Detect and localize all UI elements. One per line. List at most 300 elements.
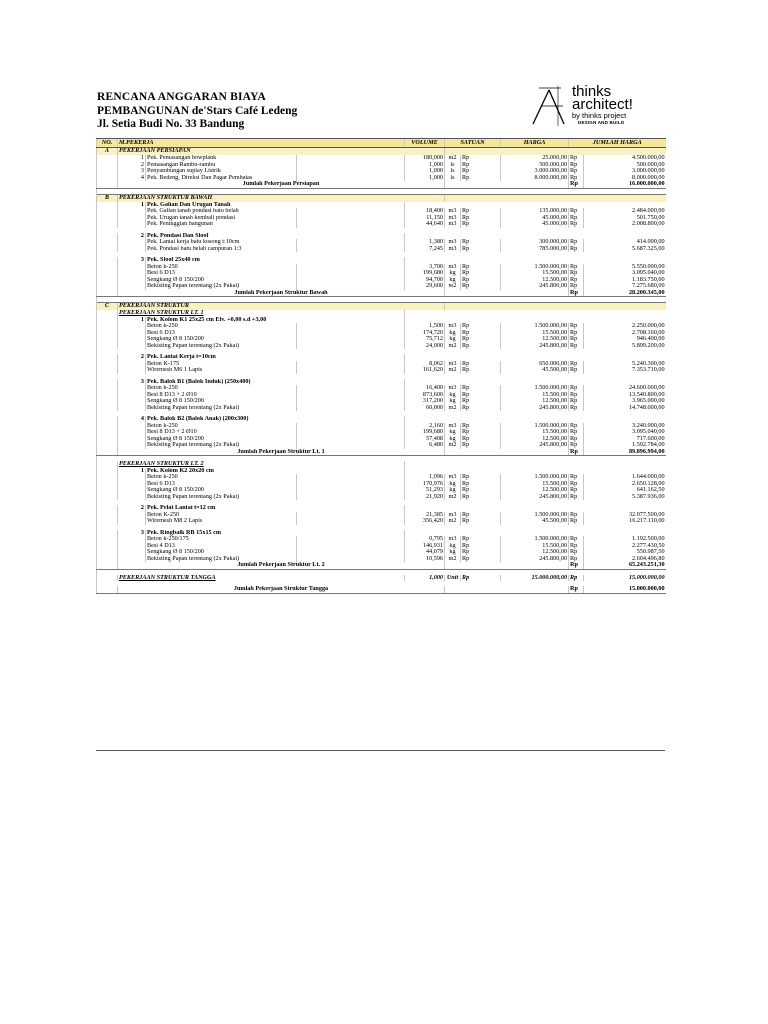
section-title: PEKERJAAN STRUKTUR BAWAH	[118, 194, 445, 202]
currency-cell: Rp	[569, 586, 584, 593]
volume-cell: 1,000	[405, 162, 445, 169]
currency-cell: Rp	[569, 481, 584, 488]
amount-cell: 5.550.000,00	[584, 264, 666, 271]
volume-cell: 51,293	[405, 487, 445, 494]
currency-cell: Rp	[461, 543, 501, 550]
currency-cell: Rp	[461, 361, 501, 368]
amount-cell: 1.183.750,00	[584, 277, 666, 284]
currency-cell: Rp	[569, 323, 584, 330]
price-cell: 245.800,00	[501, 405, 569, 412]
currency-cell: Rp	[461, 575, 501, 582]
volume-cell: 18,400	[405, 208, 445, 215]
amount-cell: 2.250.000,00	[584, 323, 666, 330]
group-title: Pek. Balok B2 (Balok Anak) (200x300)	[146, 416, 405, 423]
price-cell: 245.800,00	[501, 494, 569, 501]
price-cell: 15.500,00	[501, 481, 569, 488]
item-name: Sengkang Ø 8 150/200	[146, 487, 297, 494]
group-title: Pek. Pelat Lantai t=12 cm	[146, 505, 405, 512]
volume-cell: 161,620	[405, 367, 445, 374]
currency-cell: Rp	[569, 385, 584, 392]
section-title: PEKERJAAN PERSIAPAN	[118, 148, 445, 156]
amount-cell: 501.750,00	[584, 215, 666, 222]
currency-cell: Rp	[461, 239, 501, 246]
total-label: Jumlah Pekerjaan Struktur Bawah	[118, 290, 445, 297]
amount-cell: 414.000,00	[584, 239, 666, 246]
price-cell: 8.000.000,00	[501, 175, 569, 182]
total-row	[97, 586, 666, 593]
currency-cell: Rp	[461, 323, 501, 330]
price-cell: 1.500.000,00	[501, 385, 569, 392]
price-cell: 12.500,00	[501, 487, 569, 494]
total-amount: 89.896.994,00	[584, 449, 666, 456]
group-title: Pek. Kolom K1 25x25 cm Elv. +0,00 s.d +3,00	[146, 317, 405, 324]
currency-cell: Rp	[461, 208, 501, 215]
budget-sheet	[96, 138, 665, 750]
currency-cell: Rp	[461, 162, 501, 169]
currency-cell: Rp	[569, 543, 584, 550]
volume-cell: 356,420	[405, 518, 445, 525]
currency-cell: Rp	[461, 264, 501, 271]
amount-cell: 2.277.430,50	[584, 543, 666, 550]
item-name: Pek. Lantai kerja batu kosong t:10cm	[146, 239, 297, 246]
logo-tagline: DESIGN AND BUILD	[578, 120, 625, 125]
item-name: Besi 4 D13	[146, 543, 297, 550]
amount-cell: 5.687.325,00	[584, 246, 666, 253]
currency-cell: Rp	[461, 405, 501, 412]
col-no-header: NO.	[97, 139, 118, 148]
currency-cell: Rp	[461, 277, 501, 284]
logo-mark-icon	[530, 86, 568, 126]
currency-cell: Rp	[569, 168, 584, 175]
section-letter: B	[97, 194, 118, 202]
volume-cell: 94,700	[405, 277, 445, 284]
amount-cell: 2.484.000,00	[584, 208, 666, 215]
total-amount: 16.000.000,00	[584, 181, 666, 188]
volume-cell: 199,680	[405, 429, 445, 436]
volume-cell: 24,000	[405, 343, 445, 350]
amount-cell: 1.644.000,00	[584, 474, 666, 481]
volume-cell: 21,920	[405, 494, 445, 501]
price-cell: 1.500.000,00	[501, 474, 569, 481]
price-cell: 785.000,00	[501, 246, 569, 253]
volume-cell: 1,500	[405, 323, 445, 330]
volume-cell: 0,795	[405, 536, 445, 543]
currency-cell: Rp	[569, 512, 584, 519]
item-name: Besi 6 D13	[146, 330, 297, 337]
amount-cell: 500.000,00	[584, 162, 666, 169]
volume-cell: 7,245	[405, 246, 445, 253]
col-harga-header: HARGA	[501, 139, 569, 148]
empty-cell	[445, 290, 569, 297]
price-cell: 3.000.000,00	[501, 168, 569, 175]
logo-byline: by thinks project	[572, 111, 627, 120]
volume-cell: 1,000	[405, 575, 445, 582]
currency-cell: Rp	[461, 487, 501, 494]
col-satuan-header: SATUAN	[445, 139, 501, 148]
group-title: Pek. Galian Dan Urugan Tanah	[146, 202, 405, 209]
total-row	[97, 290, 666, 297]
currency-cell: Rp	[461, 549, 501, 556]
unit-cell: m3	[445, 474, 461, 481]
currency-cell: Rp	[569, 208, 584, 215]
currency-cell: Rp	[461, 385, 501, 392]
item-name: Beton k-250	[146, 423, 297, 430]
volume-cell: 1,380	[405, 239, 445, 246]
price-cell: 245.800,00	[501, 343, 569, 350]
section-letter: A	[97, 148, 118, 156]
currency-cell: Rp	[569, 518, 584, 525]
group-title: Pek. Pondasi Dan Sloof	[146, 233, 405, 240]
currency-cell: Rp	[569, 405, 584, 412]
unit-cell: m2	[445, 442, 461, 449]
unit-cell: kg	[445, 481, 461, 488]
currency-cell: Rp	[569, 494, 584, 501]
price-cell: 12.500,00	[501, 277, 569, 284]
unit-cell: ls	[445, 175, 461, 182]
currency-cell: Rp	[569, 336, 584, 343]
amount-cell: 32.077.500,00	[584, 512, 666, 519]
unit-cell: m3	[445, 215, 461, 222]
group-title: Pek. Kolom K2 20x20 cm	[146, 468, 405, 475]
currency-cell: Rp	[461, 221, 501, 228]
unit-cell: m3	[445, 323, 461, 330]
group-number: 3	[118, 379, 146, 386]
price-cell: 1.500.000,00	[501, 423, 569, 430]
unit-cell: m2	[445, 367, 461, 374]
item-name: Bekisting Papan terentang (2x Pakai)	[146, 494, 297, 501]
group-title: Pek. Lantai Kerja t=10cm	[146, 354, 405, 361]
amount-cell: 14.748.000,00	[584, 405, 666, 412]
item-name: Beton k-250/175	[146, 536, 297, 543]
amount-cell: 24.600.000,00	[584, 385, 666, 392]
empty-cell	[97, 181, 118, 188]
currency-cell: Rp	[461, 336, 501, 343]
unit-cell: m3	[445, 246, 461, 253]
group-number: 2	[118, 354, 146, 361]
unit-cell: m3	[445, 361, 461, 368]
volume-cell: 16,400	[405, 385, 445, 392]
currency-cell: Rp	[569, 429, 584, 436]
price-cell: 15.500,00	[501, 392, 569, 399]
currency-cell: Rp	[569, 423, 584, 430]
unit-cell: kg	[445, 277, 461, 284]
unit-cell: m2	[445, 283, 461, 290]
empty-cell	[445, 303, 666, 311]
unit-cell: m3	[445, 221, 461, 228]
unit-cell: kg	[445, 398, 461, 405]
item-name: Bekisting Papan terentang (2x Pakai)	[146, 405, 297, 412]
volume-cell: 146,931	[405, 543, 445, 550]
total-label: Jumlah Pekerjaan Persiapan	[118, 181, 445, 188]
price-cell: 135.000,00	[501, 208, 569, 215]
sheet-bottom-border	[96, 750, 665, 751]
unit-cell: m3	[445, 264, 461, 271]
price-cell: 15.500,00	[501, 330, 569, 337]
amount-cell: 2.604.496,80	[584, 556, 666, 563]
item-name: Pek. Peninggian bangunan	[146, 221, 297, 228]
empty-cell	[445, 181, 569, 188]
group-number: 3	[118, 530, 146, 537]
unit-cell: m2	[445, 494, 461, 501]
unit-cell: m2	[445, 405, 461, 412]
currency-cell: Rp	[569, 181, 584, 188]
price-cell: 12.500,00	[501, 549, 569, 556]
currency-cell: Rp	[569, 398, 584, 405]
currency-cell: Rp	[569, 343, 584, 350]
unit-cell: kg	[445, 336, 461, 343]
price-cell: 15.500,00	[501, 543, 569, 550]
item-name: Bekisting Papan terentang (2x Pakai)	[146, 442, 297, 449]
volume-cell: 44,640	[405, 221, 445, 228]
item-name: Besi 8 D13 + 2 Ø10	[146, 429, 297, 436]
currency-cell: Rp	[461, 398, 501, 405]
volume-cell: 2,160	[405, 423, 445, 430]
item-name: Beton k-250	[146, 323, 297, 330]
unit-cell: m3	[445, 239, 461, 246]
currency-cell: Rp	[461, 481, 501, 488]
amount-cell: 2.708.160,00	[584, 330, 666, 337]
price-cell: 245.800,00	[501, 442, 569, 449]
col-volume-header: VOLUME	[405, 139, 445, 148]
price-cell: 245.800,00	[501, 283, 569, 290]
price-cell: 1.500.000,00	[501, 264, 569, 271]
currency-cell: Rp	[461, 283, 501, 290]
group-number: 3	[118, 257, 146, 264]
volume-cell: 29,600	[405, 283, 445, 290]
volume-cell: 11,150	[405, 215, 445, 222]
currency-cell: Rp	[461, 155, 501, 162]
amount-cell: 3.000.000,00	[584, 168, 666, 175]
unit-cell: kg	[445, 549, 461, 556]
currency-cell: Rp	[569, 474, 584, 481]
section-letter: C	[97, 303, 118, 311]
empty-cell	[97, 290, 118, 297]
currency-cell: Rp	[569, 277, 584, 284]
currency-cell: Rp	[569, 436, 584, 443]
volume-cell: 1,000	[405, 175, 445, 182]
currency-cell: Rp	[569, 175, 584, 182]
budget-table	[96, 138, 666, 594]
currency-cell: Rp	[461, 343, 501, 350]
volume-cell: 873,600	[405, 392, 445, 399]
currency-cell: Rp	[569, 290, 584, 297]
unit-cell: kg	[445, 330, 461, 337]
amount-cell: 16.217.110,00	[584, 518, 666, 525]
price-cell: 245.800,00	[501, 556, 569, 563]
volume-cell: 8,062	[405, 361, 445, 368]
currency-cell: Rp	[461, 392, 501, 399]
currency-cell: Rp	[461, 367, 501, 374]
currency-cell: Rp	[461, 215, 501, 222]
item-name: Beton K-250	[146, 512, 297, 519]
amount-cell: 3.095.040,00	[584, 429, 666, 436]
price-cell: 45.500,00	[501, 367, 569, 374]
price-cell: 300.000,00	[501, 239, 569, 246]
amount-cell: 3.095.040,00	[584, 270, 666, 277]
price-cell: 12.500,00	[501, 398, 569, 405]
currency-cell: Rp	[569, 283, 584, 290]
volume-cell: 57,408	[405, 436, 445, 443]
item-name: Besi 8 D13 + 2 Ø10	[146, 392, 297, 399]
amount-cell: 717.600,00	[584, 436, 666, 443]
total-label: Jumlah Pekerjaan Struktur Lt. 2	[118, 562, 445, 569]
section-row	[97, 303, 666, 311]
group-number: 2	[118, 233, 146, 240]
section-title: PEKERJAAN STRUKTUR	[118, 303, 445, 311]
project-address: Jl. Setia Budi No. 33 Bandung	[97, 118, 245, 130]
amount-cell: 1.192.500,00	[584, 536, 666, 543]
item-name: Pemasangan Rambu-rambu	[146, 162, 297, 169]
item-name: Sengkang Ø 8 150/200	[146, 436, 297, 443]
price-cell: 45.000,00	[501, 215, 569, 222]
price-cell: 45.500,00	[501, 518, 569, 525]
empty-cell	[97, 449, 118, 456]
empty-cell	[97, 562, 118, 569]
group-number: 1	[118, 468, 146, 475]
empty-cell	[445, 586, 569, 593]
item-name: Besi 6 D13	[146, 481, 297, 488]
item-name: Pek. Urugan tanah kembali pondasi	[146, 215, 297, 222]
total-amount: 28.200.345,00	[584, 290, 666, 297]
unit-cell: m3	[445, 536, 461, 543]
price-cell: 15.500,00	[501, 429, 569, 436]
total-label: Jumlah Pekerjaan Struktur Tangga	[118, 586, 445, 593]
currency-cell: Rp	[461, 436, 501, 443]
document-title: RENCANA ANGGARAN BIAYA	[97, 91, 267, 103]
currency-cell: Rp	[461, 442, 501, 449]
logo-word-architect: architect!	[572, 96, 633, 113]
unit-cell: kg	[445, 429, 461, 436]
currency-cell: Rp	[461, 246, 501, 253]
unit-cell: m2	[445, 556, 461, 563]
section-row	[97, 148, 666, 156]
volume-cell: 1,096	[405, 474, 445, 481]
item-name: Bekisting Papan terentang (2x Pakai)	[146, 283, 297, 290]
unit-cell: m3	[445, 208, 461, 215]
currency-cell: Rp	[569, 536, 584, 543]
volume-cell: 21,385	[405, 512, 445, 519]
currency-cell: Rp	[569, 221, 584, 228]
price-cell: 1.500.000,00	[501, 536, 569, 543]
unit-cell: kg	[445, 436, 461, 443]
volume-cell: 1,000	[405, 168, 445, 175]
amount-cell: 641.162,50	[584, 487, 666, 494]
item-name: Sengkang Ø 8 150/200	[146, 398, 297, 405]
volume-cell: 174,720	[405, 330, 445, 337]
amount-cell: 4.500.000,00	[584, 155, 666, 162]
currency-cell: Rp	[569, 215, 584, 222]
price-cell: 12.500,00	[501, 336, 569, 343]
item-name: Beton k-250	[146, 474, 297, 481]
price-cell: 15.500,00	[501, 270, 569, 277]
amount-cell: 7.353.710,00	[584, 367, 666, 374]
price-cell: 650.000,00	[501, 361, 569, 368]
group-number: 4	[118, 416, 146, 423]
col-jumlah-header: JUMLAH HARGA	[569, 139, 666, 148]
empty-cell	[445, 194, 666, 202]
volume-cell: 10,596	[405, 556, 445, 563]
amount-cell: 5.899.200,00	[584, 343, 666, 350]
currency-cell: Rp	[461, 175, 501, 182]
item-name: Beton K-175	[146, 361, 297, 368]
amount-cell: 13.540.800,00	[584, 392, 666, 399]
total-amount: 65.243.251,30	[584, 562, 666, 569]
amount-cell: 7.275.680,00	[584, 283, 666, 290]
subsection-title: PEKERJAAN STRUKTUR LT. 2	[118, 461, 405, 468]
empty-cell	[445, 449, 569, 456]
unit-cell: m3	[445, 423, 461, 430]
currency-cell: Rp	[461, 556, 501, 563]
unit-cell: kg	[445, 543, 461, 550]
currency-cell: Rp	[569, 155, 584, 162]
unit-cell: ls	[445, 162, 461, 169]
price-cell: 12.500,00	[501, 436, 569, 443]
currency-cell: Rp	[569, 367, 584, 374]
amount-cell: 8.000.000,00	[584, 175, 666, 182]
item-name: Pek. Bedeng, Direksi Dan Pagar Pembatas	[146, 175, 297, 182]
currency-cell: Rp	[569, 442, 584, 449]
item-name: Wiremesh M8 2 Lapis	[146, 518, 297, 525]
total-row	[97, 562, 666, 569]
col-item-header: M.PEKERJA	[118, 139, 405, 148]
unit-cell: kg	[445, 487, 461, 494]
group-title: Pek. Sloof 25x40 cm	[146, 257, 405, 264]
amount-cell: 5.387.936,00	[584, 494, 666, 501]
currency-cell: Rp	[569, 556, 584, 563]
table-header-row	[97, 139, 666, 148]
total-row	[97, 449, 666, 456]
currency-cell: Rp	[461, 330, 501, 337]
unit-cell: kg	[445, 392, 461, 399]
unit-cell: m2	[445, 155, 461, 162]
currency-cell: Rp	[461, 494, 501, 501]
volume-cell: 75,712	[405, 336, 445, 343]
currency-cell: Rp	[569, 549, 584, 556]
currency-cell: Rp	[569, 246, 584, 253]
price-cell: 15.000.000,00	[501, 575, 569, 582]
currency-cell: Rp	[461, 270, 501, 277]
currency-cell: Rp	[461, 512, 501, 519]
group-number: 1	[118, 202, 146, 209]
amount-cell: 3.240.000,00	[584, 423, 666, 430]
group-number: 1	[118, 317, 146, 324]
section-row	[97, 194, 666, 202]
volume-cell: 317,200	[405, 398, 445, 405]
currency-cell: Rp	[461, 423, 501, 430]
item-name: Sengkang Ø 8 150/200	[146, 277, 297, 284]
item-name: Pek. Pondasi batu belah campuran 1:3	[146, 246, 297, 253]
currency-cell: Rp	[461, 429, 501, 436]
item-number: 3	[118, 168, 146, 175]
company-logo	[530, 83, 660, 132]
amount-cell: 2.008.800,00	[584, 221, 666, 228]
volume-cell: 60,000	[405, 405, 445, 412]
empty-cell	[445, 562, 569, 569]
currency-cell: Rp	[569, 264, 584, 271]
volume-cell: 199,680	[405, 270, 445, 277]
group-title: Pek. Ringbalk RB 15x15 cm	[146, 530, 405, 537]
currency-cell: Rp	[569, 449, 584, 456]
subsection-title: PEKERJAAN STRUKTUR LT. 1	[118, 310, 405, 317]
item-name: Beton k-250	[146, 385, 297, 392]
total-row	[97, 181, 666, 188]
currency-cell: Rp	[569, 361, 584, 368]
volume-cell: 6,480	[405, 442, 445, 449]
price-cell: 45.000,00	[501, 221, 569, 228]
unit-cell: m3	[445, 512, 461, 519]
unit-cell: m2	[445, 343, 461, 350]
volume-cell: 44,079	[405, 549, 445, 556]
